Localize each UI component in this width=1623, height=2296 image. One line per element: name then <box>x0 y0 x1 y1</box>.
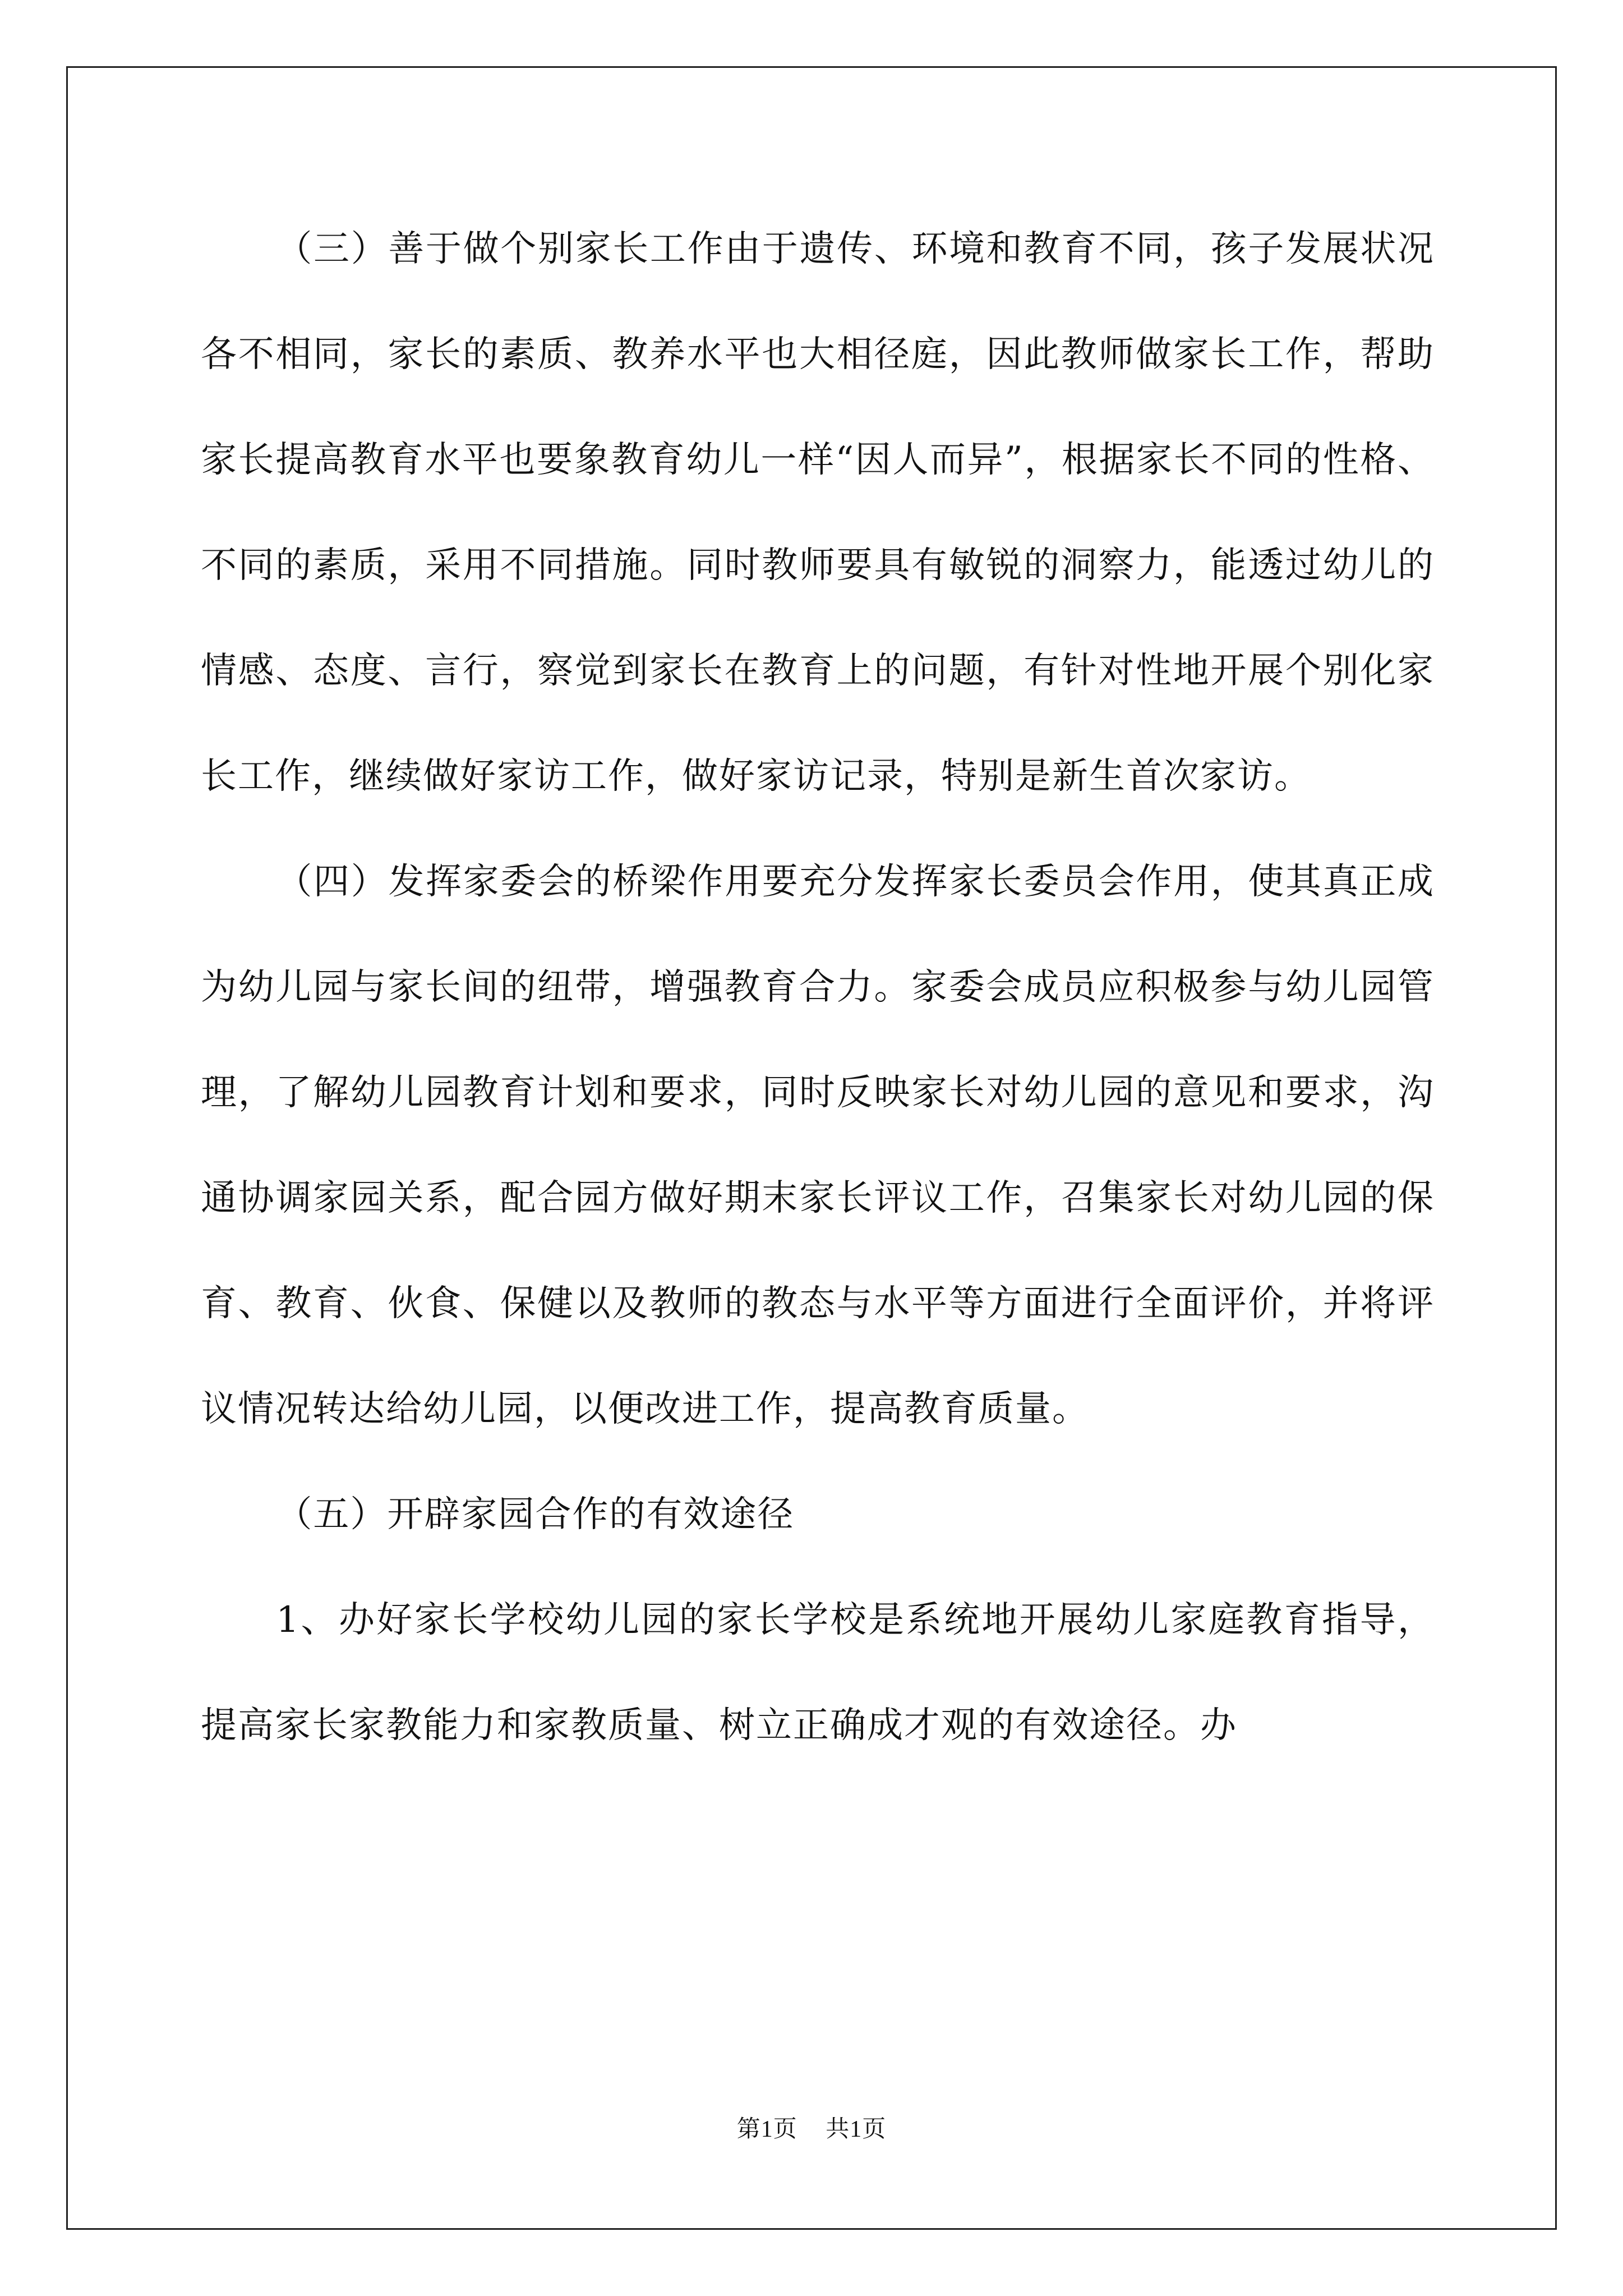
paragraph-5-heading: （五）开辟家园合作的有效途径 <box>276 1494 795 1535</box>
paragraph-4: （四）发挥家委会的桥梁作用要充分发挥家长委员会作用，使其真正成为幼儿园与家长间的纽带，增强教育合力。家委会成员应积极参与幼儿园管理，了解幼儿园教育计划和要求，同时反映家长对幼儿园的意见和要求，沟通协调家园关系，配合园方做好期末家长评议工作，召集家长对幼儿园的保育、教育、伙食、保健以及教师的教态与水平等方面进行全面评价，并将评议情况转达给幼儿园，以便改进工作，提高教育质量。 <box>201 861 1435 1430</box>
paragraph-5-item-1: 1、办好家长学校幼儿园的家长学校是系统地开展幼儿家庭教育指导，提高家长家教能力和家教质量、树立正确成才观的有效途径。办 <box>201 1599 1435 1746</box>
page-number-total: 共1页 <box>826 2116 887 2142</box>
page-footer <box>0 2110 1623 2144</box>
page-number-current: 第1页 <box>736 2116 797 2142</box>
document-body <box>201 196 1435 1778</box>
paragraph-3: （三）善于做个别家长工作由于遗传、环境和教育不同，孩子发展状况各不相同，家长的素质、教养水平也大相径庭，因此教师做家长工作，帮助家长提高教育水平也要象教育幼儿一样“因人而异”，根据家长不同的性格、不同的素质，采用不同措施。同时教师要具有敏锐的洞察力，能透过幼儿的情感、态度、言行，察觉到家长在教育上的问题，有针对性地开展个别化家长工作，继续做好家访工作，做好家访记录，特别是新生首次家访。 <box>201 228 1435 797</box>
